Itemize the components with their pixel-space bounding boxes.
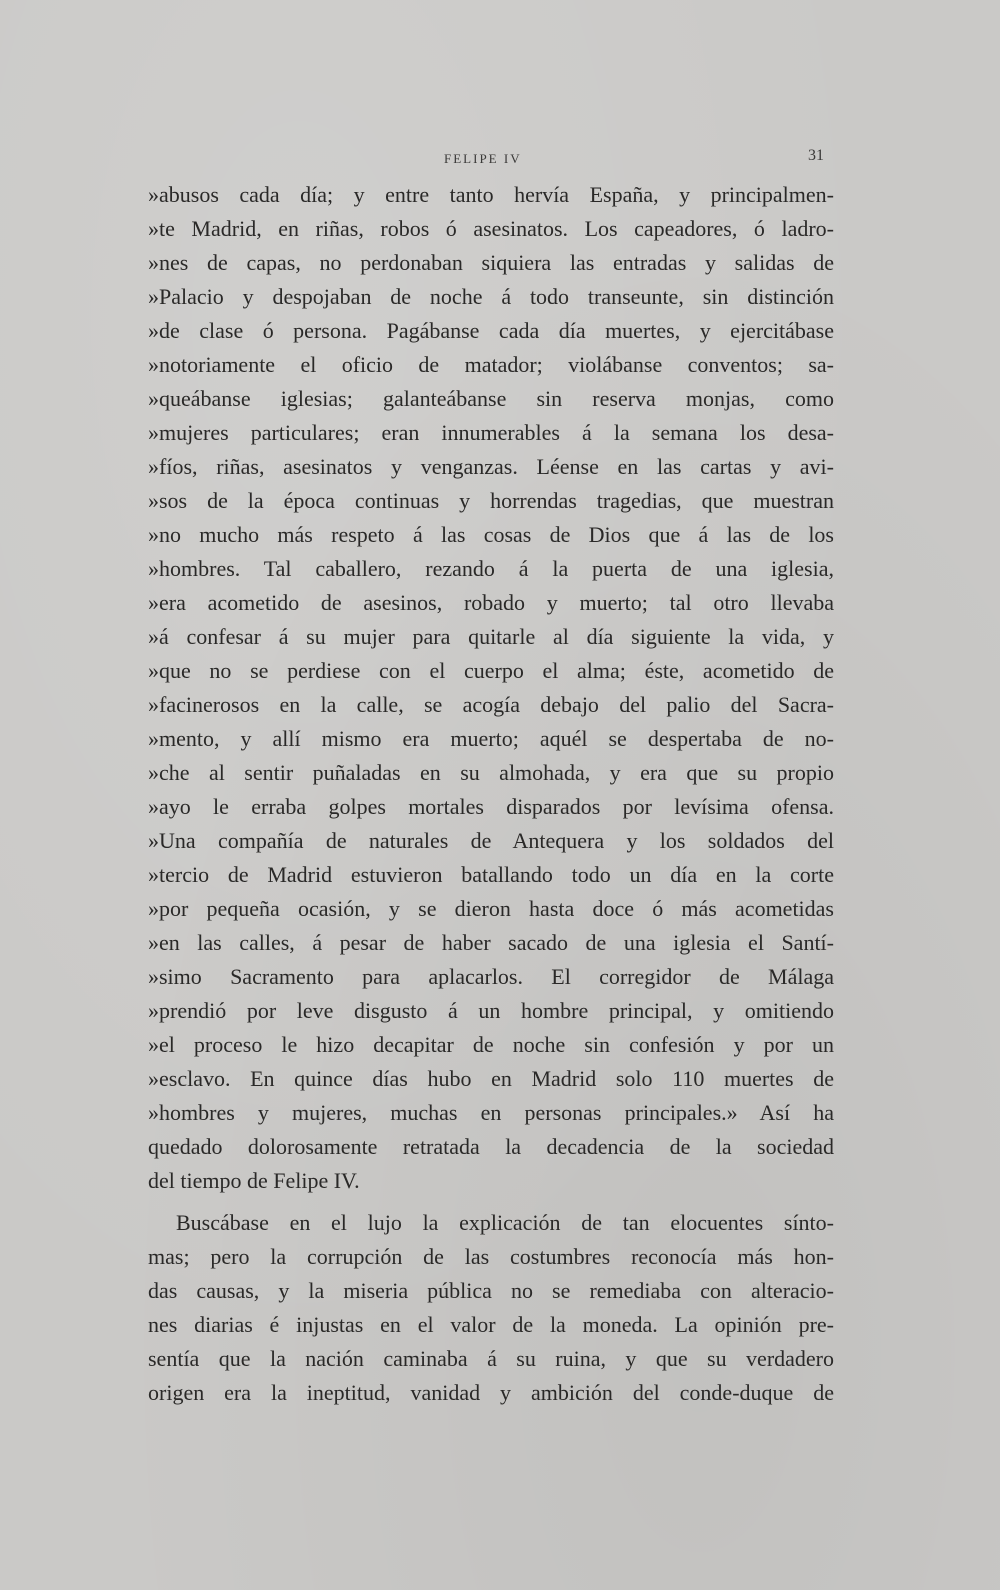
text-line: »era acometido de asesinos, robado y muerto; tal otro llevaba: [148, 590, 834, 615]
text-line: »te Madrid, en riñas, robos ó asesinatos. Los capeadores, ó ladro-: [148, 216, 834, 241]
text-line: »el proceso le hizo decapitar de noche sin confesión y por un: [148, 1032, 834, 1057]
text-line: »á confesar á su mujer para quitarle al día siguiente la vida, y: [148, 624, 834, 649]
text-line: nes diarias é injustas en el valor de la moneda. La opinión pre-: [148, 1312, 834, 1337]
text-line: »Una compañía de naturales de Antequera y los soldados del: [148, 828, 834, 853]
text-line: »hombres. Tal caballero, rezando á la puerta de una iglesia,: [148, 556, 834, 581]
running-head: [148, 147, 834, 171]
text-line: »tercio de Madrid estuvieron batallando todo un día en la corte: [148, 862, 834, 887]
text-line: »Palacio y despojaban de noche á todo transeunte, sin distinción: [148, 284, 834, 309]
text-line: »mujeres particulares; eran innumerables á la semana los desa-: [148, 420, 834, 445]
page-number: 31: [808, 147, 824, 164]
paragraph-gap: [148, 1198, 834, 1206]
text-line: »che al sentir puñaladas en su almohada, y era que su propio: [148, 760, 834, 785]
text-line: »en las calles, á pesar de haber sacado de una iglesia el Santí-: [148, 930, 834, 955]
text-line: »de clase ó persona. Pagábanse cada día muertes, y ejercitábase: [148, 318, 834, 343]
text-line: sentía que la nación caminaba á su ruina, y que su verdadero: [148, 1346, 834, 1371]
text-line: origen era la ineptitud, vanidad y ambición del conde-duque de: [148, 1380, 834, 1405]
text-line: »mento, y allí mismo era muerto; aquél se despertaba de no-: [148, 726, 834, 751]
text-line: »prendió por leve disgusto á un hombre principal, y omitiendo: [148, 998, 834, 1023]
text-line: mas; pero la corrupción de las costumbres reconocía más hon-: [148, 1244, 834, 1269]
text-line: »simo Sacramento para aplacarlos. El corregidor de Málaga: [148, 964, 834, 989]
text-line: del tiempo de Felipe IV.: [148, 1168, 360, 1193]
paragraph-1: [148, 178, 834, 1198]
text-line: »queábanse iglesias; galanteábanse sin reserva monjas, como: [148, 386, 834, 411]
running-title: FELIPE IV: [444, 151, 522, 166]
paragraph-2: [148, 1206, 834, 1410]
text-line: »facinerosos en la calle, se acogía debajo del palio del Sacra-: [148, 692, 834, 717]
text-line: »no mucho más respeto á las cosas de Dios que á las de los: [148, 522, 834, 547]
body-text: [148, 178, 834, 1410]
text-line: »que no se perdiese con el cuerpo el alma; éste, acometido de: [148, 658, 834, 683]
text-line: »hombres y mujeres, muchas en personas principales.» Así ha: [148, 1100, 834, 1125]
text-line: »fíos, riñas, asesinatos y venganzas. Léense en las cartas y avi-: [148, 454, 834, 479]
text-line: »por pequeña ocasión, y se dieron hasta doce ó más acometidas: [148, 896, 834, 921]
text-line: »sos de la época continuas y horrendas tragedias, que muestran: [148, 488, 834, 513]
text-line: Buscábase en el lujo la explicación de tan elocuentes sínto-: [176, 1210, 834, 1235]
text-line: »esclavo. En quince días hubo en Madrid solo 110 muertes de: [148, 1066, 834, 1091]
text-line: »ayo le erraba golpes mortales disparados por levísima ofensa.: [148, 794, 834, 819]
text-line: »nes de capas, no perdonaban siquiera las entradas y salidas de: [148, 250, 834, 275]
text-line: das causas, y la miseria pública no se remediaba con alteracio-: [148, 1278, 834, 1303]
text-line: »notoriamente el oficio de matador; violábanse conventos; sa-: [148, 352, 834, 377]
text-line: »abusos cada día; y entre tanto hervía España, y principalmen-: [148, 182, 834, 207]
text-line: quedado dolorosamente retratada la decadencia de la sociedad: [148, 1134, 834, 1159]
